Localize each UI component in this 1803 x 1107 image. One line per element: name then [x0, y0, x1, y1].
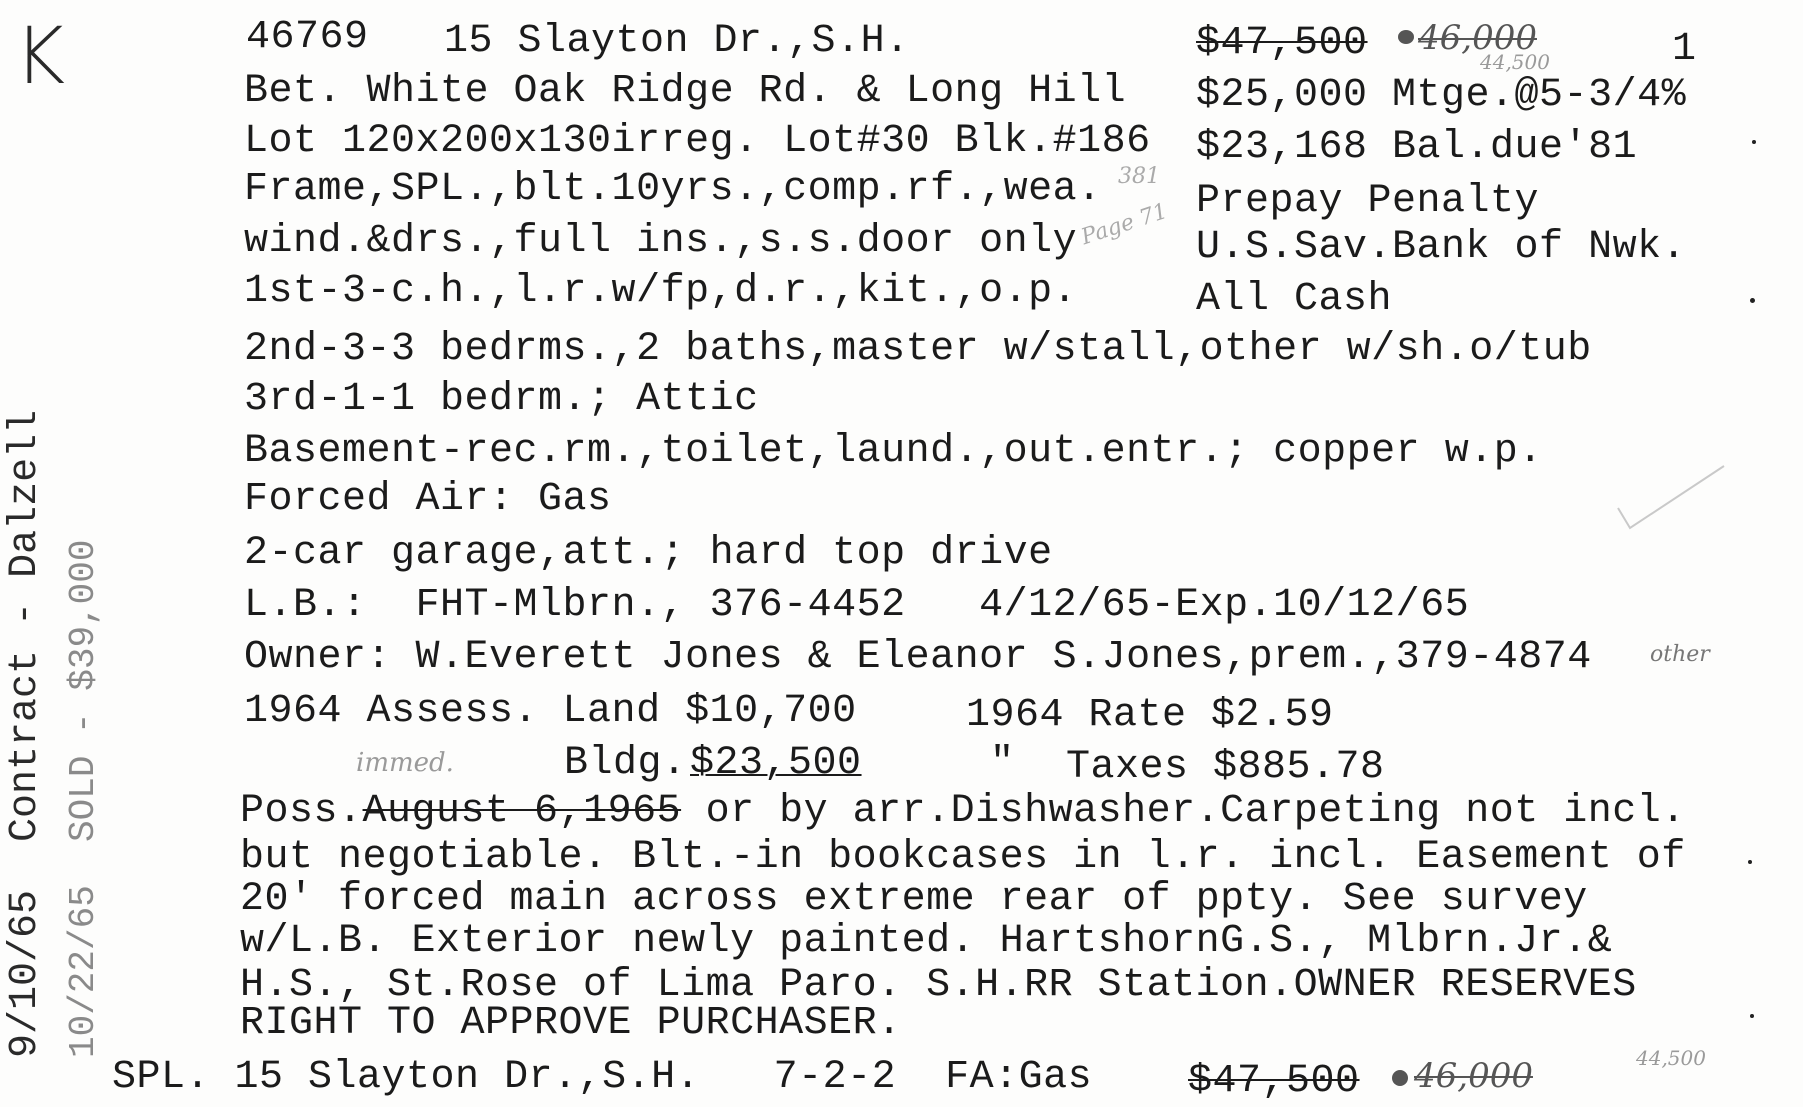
footer-revised-price: 46,000 [1414, 1056, 1533, 1096]
location-line: Bet. White Oak Ridge Rd. & Long Hill [244, 69, 1127, 114]
prepay-line: Prepay Penalty [1196, 179, 1540, 224]
terms-line: All Cash [1196, 277, 1393, 322]
lot-line: Lot 120x200x130irreg. Lot#30 Blk.#186 [244, 119, 1151, 164]
mortgage-line: $25,000 Mtge.@5-3/4% [1196, 73, 1687, 118]
balance-line: $23,168 Bal.due'81 [1196, 125, 1638, 170]
revised-price: 46,000 [1418, 18, 1537, 58]
owner-pencil-note: other [1650, 642, 1710, 667]
possession-date: August 6,1965 [362, 789, 682, 834]
basement-line: Basement-rec.rm.,toilet,laund.,out.entr.; copper w.p. [244, 429, 1543, 474]
listing-address: 15 Slayton Dr.,S.H. [444, 19, 910, 64]
first-floor-line: 1st-3-c.h.,l.r.w/fp,d.r.,kit.,o.p. [244, 269, 1078, 314]
contract-annotation: 9/10/65 Contract - Dalzell [3, 409, 48, 1058]
building-label: Bldg. [564, 741, 687, 786]
garage-line: 2-car garage,att.; hard top drive [244, 531, 1053, 576]
taxes-line: Taxes $885.78 [1066, 745, 1385, 790]
tax-rate: 1964 Rate $2.59 [966, 693, 1334, 738]
margin-dot [1748, 860, 1752, 864]
footer-price-dot-icon [1392, 1070, 1408, 1086]
footer-revised-price-2: 44,500 [1636, 1046, 1706, 1070]
remarks-line: RIGHT TO APPROVE PURCHASER. [240, 1001, 902, 1046]
pencil-page-note: Page 71 [1078, 198, 1171, 251]
remarks-line: w/L.B. Exterior newly painted. HartshornG.S., Mlbrn.Jr.& [240, 919, 1613, 964]
card-number: 1 [1672, 27, 1697, 72]
heating-line: Forced Air: Gas [244, 477, 612, 522]
immediate-note: immed. [356, 748, 454, 778]
remarks-line: 20' forced main across extreme rear of ppty. See survey [240, 877, 1588, 922]
building-value: $23,500 [690, 741, 862, 786]
margin-dot [1750, 1014, 1754, 1018]
index-letter: K [14, 12, 66, 102]
sold-annotation: 10/22/65 SOLD - $39,000 [63, 539, 104, 1058]
remarks-line: but negotiable. Blt.-in bookcases in l.r. incl. Easement of [240, 835, 1686, 880]
ditto-mark: " [990, 741, 1015, 786]
check-mark-icon [1612, 462, 1727, 534]
margin-dot [1752, 140, 1756, 144]
bank-line: U.S.Sav.Bank of Nwk. [1196, 225, 1687, 270]
third-floor-line: 3rd-1-1 bedrm.; Attic [244, 377, 759, 422]
pencil-note: 381 [1118, 164, 1160, 189]
possession-prefix: Poss. [240, 789, 363, 834]
assessment-line: 1964 Assess. Land $10,700 [244, 689, 857, 734]
price-dot-icon [1398, 30, 1414, 44]
possession-line [240, 789, 1686, 834]
margin-dot [1750, 298, 1755, 303]
remarks-line: H.S., St.Rose of Lima Paro. S.H.RR Station.OWNER RESERVES [240, 963, 1637, 1008]
insulation-line: wind.&drs.,full ins.,s.s.door only [244, 219, 1078, 264]
original-price: $47,500 [1196, 21, 1368, 66]
possession-rest: or by arr.Dishwasher.Carpeting not incl. [681, 789, 1686, 834]
footer-summary: SPL. 15 Slayton Dr.,S.H. 7-2-2 FA:Gas [112, 1055, 1093, 1100]
second-floor-line: 2nd-3-3 bedrms.,2 baths,master w/stall,other w/sh.o/tub [244, 327, 1592, 372]
owner-line: Owner: W.Everett Jones & Eleanor S.Jones,prem.,379-4874 [244, 635, 1592, 680]
footer-original-price: $47,500 [1188, 1059, 1360, 1104]
construction-line: Frame,SPL.,blt.10yrs.,comp.rf.,wea. [244, 167, 1102, 212]
listing-number: 46769 [246, 15, 369, 60]
listing-broker-line: L.B.: FHT-Mlbrn., 376-4452 4/12/65-Exp.10/12/65 [244, 583, 1470, 628]
revised-price-2: 44,500 [1480, 50, 1550, 74]
